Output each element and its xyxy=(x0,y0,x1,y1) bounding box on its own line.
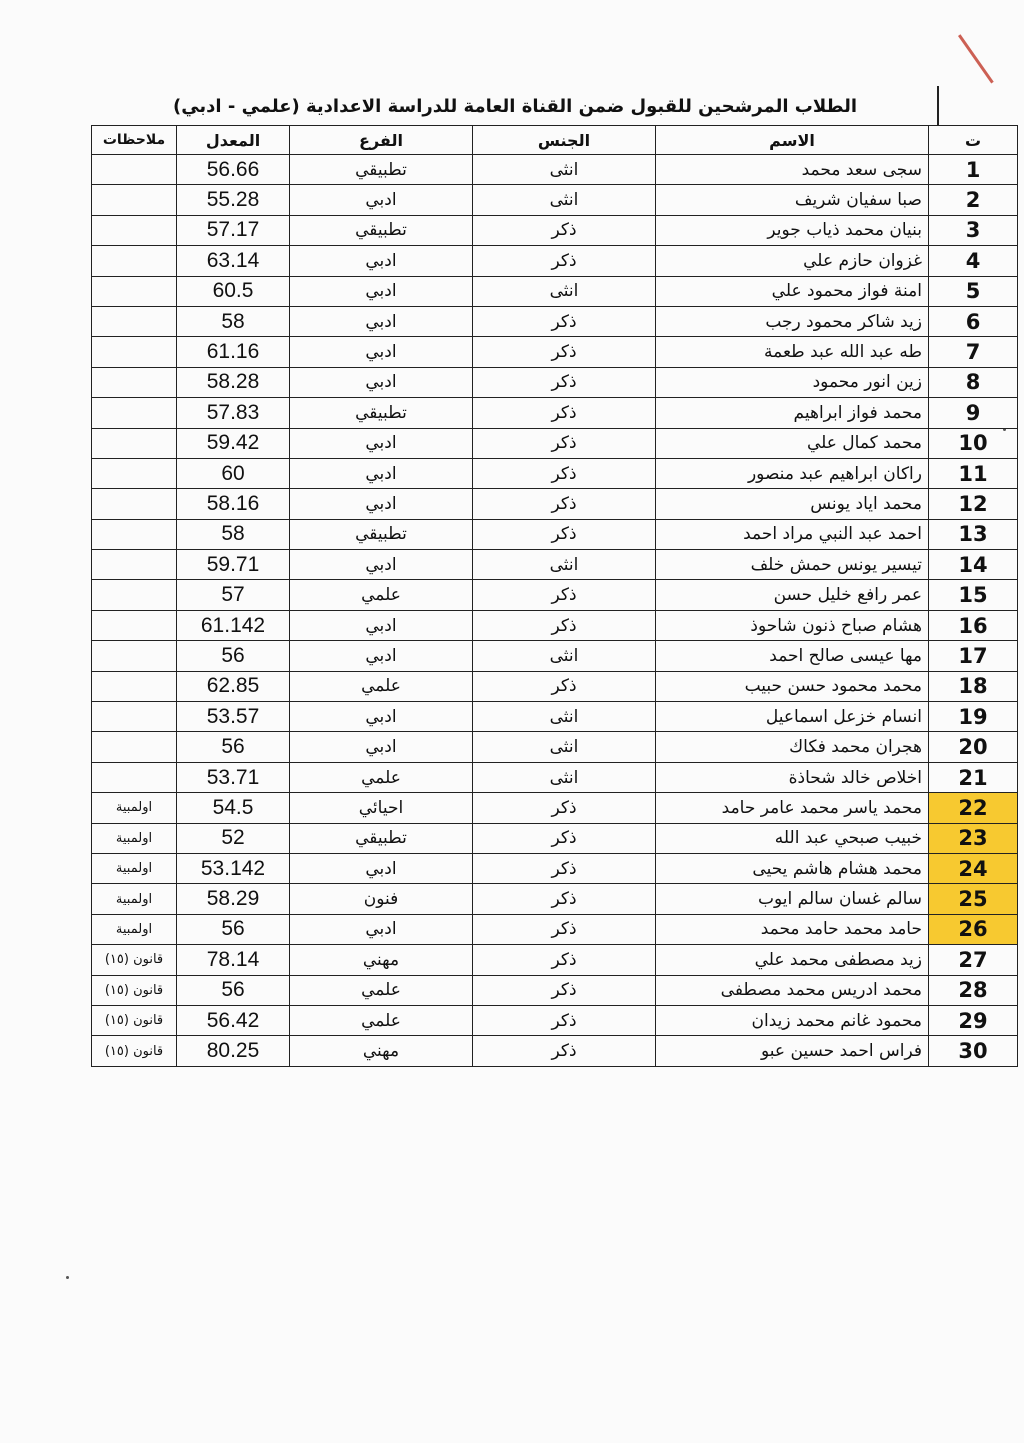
row-average: 53.71 xyxy=(177,762,290,792)
row-average: 57 xyxy=(177,580,290,610)
scan-speck xyxy=(66,1276,69,1279)
row-num: 22 xyxy=(929,793,1018,823)
row-gender: ذكر xyxy=(473,458,656,488)
row-average: 56 xyxy=(177,914,290,944)
row-average: 60.5 xyxy=(177,276,290,306)
row-notes: قانون (١٥) xyxy=(92,1005,177,1035)
row-branch: ادبي xyxy=(290,732,473,762)
row-branch: تطبيقي xyxy=(290,155,473,185)
table-row xyxy=(92,671,1018,701)
row-average: 57.83 xyxy=(177,398,290,428)
row-branch: تطبيقي xyxy=(290,519,473,549)
row-average: 61.142 xyxy=(177,610,290,640)
table-row xyxy=(92,246,1018,276)
row-gender: ذكر xyxy=(473,337,656,367)
row-average: 60 xyxy=(177,458,290,488)
row-num: 4 xyxy=(929,246,1018,276)
row-name: حامد محمد حامد محمد xyxy=(656,914,929,944)
row-gender: ذكر xyxy=(473,610,656,640)
row-name: محمد محمود حسن حبيب xyxy=(656,671,929,701)
row-average: 56.66 xyxy=(177,155,290,185)
row-notes xyxy=(92,367,177,397)
row-average: 59.42 xyxy=(177,428,290,458)
row-num: 14 xyxy=(929,550,1018,580)
table-row xyxy=(92,914,1018,944)
row-name: خبيب صبحي عبد الله xyxy=(656,823,929,853)
row-name: احمد عبد النبي مراد احمد xyxy=(656,519,929,549)
table-row xyxy=(92,215,1018,245)
header-num: ت xyxy=(929,126,1018,155)
row-branch: ادبي xyxy=(290,367,473,397)
row-notes xyxy=(92,489,177,519)
row-notes xyxy=(92,276,177,306)
table-row xyxy=(92,519,1018,549)
row-notes xyxy=(92,185,177,215)
row-branch: ادبي xyxy=(290,550,473,580)
row-average: 78.14 xyxy=(177,945,290,975)
row-num: 7 xyxy=(929,337,1018,367)
row-name: انسام خزعل اسماعيل xyxy=(656,702,929,732)
row-average: 56.42 xyxy=(177,1005,290,1035)
row-name: هجران محمد فكاك xyxy=(656,732,929,762)
row-num: 18 xyxy=(929,671,1018,701)
table-row xyxy=(92,398,1018,428)
row-name: محمود غانم محمد زيدان xyxy=(656,1005,929,1035)
row-branch: مهني xyxy=(290,945,473,975)
row-notes xyxy=(92,732,177,762)
row-notes xyxy=(92,580,177,610)
row-num: 17 xyxy=(929,641,1018,671)
students-table xyxy=(91,125,1018,1067)
row-branch: علمي xyxy=(290,580,473,610)
row-average: 56 xyxy=(177,975,290,1005)
row-notes: اولمبية xyxy=(92,884,177,914)
row-num: 11 xyxy=(929,458,1018,488)
row-gender: انثى xyxy=(473,702,656,732)
row-name: فراس احمد حسين عبو xyxy=(656,1036,929,1066)
row-num: 10 xyxy=(929,428,1018,458)
row-name: محمد ادريس محمد مصطفى xyxy=(656,975,929,1005)
row-average: 53.142 xyxy=(177,853,290,883)
row-notes: قانون (١٥) xyxy=(92,1036,177,1066)
row-average: 58 xyxy=(177,306,290,336)
row-branch: علمي xyxy=(290,1005,473,1035)
row-num: 25 xyxy=(929,884,1018,914)
row-branch: ادبي xyxy=(290,246,473,276)
table-row xyxy=(92,580,1018,610)
row-average: 56 xyxy=(177,641,290,671)
row-branch: ادبي xyxy=(290,337,473,367)
row-branch: ادبي xyxy=(290,610,473,640)
row-notes: اولمبية xyxy=(92,823,177,853)
row-gender: ذكر xyxy=(473,1036,656,1066)
table-row xyxy=(92,428,1018,458)
table-row xyxy=(92,1036,1018,1066)
row-name: محمد هشام هاشم يحيى xyxy=(656,853,929,883)
table-row xyxy=(92,762,1018,792)
row-notes xyxy=(92,306,177,336)
row-branch: ادبي xyxy=(290,853,473,883)
row-num: 23 xyxy=(929,823,1018,853)
row-num: 15 xyxy=(929,580,1018,610)
row-gender: ذكر xyxy=(473,793,656,823)
row-branch: ادبي xyxy=(290,489,473,519)
table-row xyxy=(92,489,1018,519)
row-notes xyxy=(92,398,177,428)
row-average: 55.28 xyxy=(177,185,290,215)
row-branch: مهني xyxy=(290,1036,473,1066)
row-gender: ذكر xyxy=(473,884,656,914)
row-average: 56 xyxy=(177,732,290,762)
table-row xyxy=(92,853,1018,883)
row-notes xyxy=(92,155,177,185)
row-branch: احيائي xyxy=(290,793,473,823)
table-row xyxy=(92,945,1018,975)
row-gender: ذكر xyxy=(473,519,656,549)
row-num: 19 xyxy=(929,702,1018,732)
row-gender: ذكر xyxy=(473,306,656,336)
row-name: غزوان حازم علي xyxy=(656,246,929,276)
row-gender: انثى xyxy=(473,276,656,306)
row-branch: تطبيقي xyxy=(290,823,473,853)
row-notes xyxy=(92,671,177,701)
row-branch: ادبي xyxy=(290,914,473,944)
row-average: 58 xyxy=(177,519,290,549)
row-name: محمد اياد يونس xyxy=(656,489,929,519)
row-notes xyxy=(92,458,177,488)
row-branch: فنون xyxy=(290,884,473,914)
row-gender: انثى xyxy=(473,185,656,215)
row-num: 29 xyxy=(929,1005,1018,1035)
row-num: 1 xyxy=(929,155,1018,185)
row-name: عمر رافع خليل حسن xyxy=(656,580,929,610)
row-branch: علمي xyxy=(290,975,473,1005)
row-name: محمد كمال علي xyxy=(656,428,929,458)
row-average: 58.16 xyxy=(177,489,290,519)
row-num: 3 xyxy=(929,215,1018,245)
table-row xyxy=(92,367,1018,397)
row-num: 9 xyxy=(929,398,1018,428)
row-notes: اولمبية xyxy=(92,793,177,823)
row-gender: ذكر xyxy=(473,914,656,944)
row-gender: انثى xyxy=(473,155,656,185)
row-num: 5 xyxy=(929,276,1018,306)
red-pen-mark xyxy=(958,34,994,83)
row-branch: علمي xyxy=(290,762,473,792)
table-row xyxy=(92,276,1018,306)
row-gender: ذكر xyxy=(473,823,656,853)
row-notes xyxy=(92,762,177,792)
row-average: 57.17 xyxy=(177,215,290,245)
row-num: 8 xyxy=(929,367,1018,397)
row-notes xyxy=(92,215,177,245)
row-branch: ادبي xyxy=(290,458,473,488)
header-branch: الفرع xyxy=(290,126,473,155)
table-row xyxy=(92,185,1018,215)
header-average: المعدل xyxy=(177,126,290,155)
row-gender: ذكر xyxy=(473,489,656,519)
table-row xyxy=(92,550,1018,580)
row-branch: ادبي xyxy=(290,702,473,732)
table-row xyxy=(92,306,1018,336)
row-gender: ذكر xyxy=(473,945,656,975)
row-gender: ذكر xyxy=(473,428,656,458)
row-average: 53.57 xyxy=(177,702,290,732)
row-branch: تطبيقي xyxy=(290,398,473,428)
row-average: 63.14 xyxy=(177,246,290,276)
header-notes: ملاحظات xyxy=(92,126,177,155)
row-notes: اولمبية xyxy=(92,914,177,944)
row-gender: ذكر xyxy=(473,367,656,397)
row-average: 52 xyxy=(177,823,290,853)
row-notes xyxy=(92,641,177,671)
row-gender: ذكر xyxy=(473,215,656,245)
row-num: 6 xyxy=(929,306,1018,336)
title-bar xyxy=(92,86,938,126)
row-gender: ذكر xyxy=(473,246,656,276)
row-name: سالم غسان سالم ايوب xyxy=(656,884,929,914)
row-branch: ادبي xyxy=(290,276,473,306)
row-num: 13 xyxy=(929,519,1018,549)
row-name: امنة فواز محمود علي xyxy=(656,276,929,306)
row-branch: ادبي xyxy=(290,428,473,458)
table-row xyxy=(92,155,1018,185)
table-row xyxy=(92,337,1018,367)
row-name: زيد شاكر محمود رجب xyxy=(656,306,929,336)
row-average: 61.16 xyxy=(177,337,290,367)
row-gender: انثى xyxy=(473,550,656,580)
table-row xyxy=(92,732,1018,762)
row-num: 24 xyxy=(929,853,1018,883)
row-name: مها عيسى صالح احمد xyxy=(656,641,929,671)
row-average: 54.5 xyxy=(177,793,290,823)
table-row xyxy=(92,884,1018,914)
row-gender: انثى xyxy=(473,732,656,762)
row-branch: ادبي xyxy=(290,306,473,336)
row-num: 28 xyxy=(929,975,1018,1005)
row-notes xyxy=(92,519,177,549)
header-gender: الجنس xyxy=(473,126,656,155)
row-gender: انثى xyxy=(473,762,656,792)
row-average: 80.25 xyxy=(177,1036,290,1066)
row-notes: قانون (١٥) xyxy=(92,945,177,975)
table-row xyxy=(92,641,1018,671)
title-border xyxy=(937,86,939,126)
row-num: 20 xyxy=(929,732,1018,762)
row-name: بنيان محمد ذياب جوير xyxy=(656,215,929,245)
row-gender: ذكر xyxy=(473,671,656,701)
row-name: زين انور محمود xyxy=(656,367,929,397)
row-notes xyxy=(92,337,177,367)
table-header-row xyxy=(92,126,1018,155)
table-row xyxy=(92,793,1018,823)
row-notes xyxy=(92,610,177,640)
table-row xyxy=(92,975,1018,1005)
row-branch: علمي xyxy=(290,671,473,701)
row-notes: قانون (١٥) xyxy=(92,975,177,1005)
row-notes xyxy=(92,702,177,732)
header-name: الاسم xyxy=(656,126,929,155)
row-average: 58.29 xyxy=(177,884,290,914)
row-num: 12 xyxy=(929,489,1018,519)
table-row xyxy=(92,1005,1018,1035)
row-average: 58.28 xyxy=(177,367,290,397)
table-row xyxy=(92,458,1018,488)
row-num: 30 xyxy=(929,1036,1018,1066)
row-name: طه عبد الله عبد طعمة xyxy=(656,337,929,367)
row-branch: ادبي xyxy=(290,641,473,671)
row-branch: ادبي xyxy=(290,185,473,215)
row-gender: ذكر xyxy=(473,853,656,883)
row-name: محمد فواز ابراهيم xyxy=(656,398,929,428)
table-row xyxy=(92,610,1018,640)
row-notes xyxy=(92,428,177,458)
row-name: محمد ياسر محمد عامر حامد xyxy=(656,793,929,823)
row-average: 59.71 xyxy=(177,550,290,580)
row-name: هشام صباح ذنون شاحوذ xyxy=(656,610,929,640)
row-name: تيسير يونس حمش خلف xyxy=(656,550,929,580)
row-notes: اولمبية xyxy=(92,853,177,883)
row-notes xyxy=(92,246,177,276)
row-num: 2 xyxy=(929,185,1018,215)
row-name: صبا سفيان شريف xyxy=(656,185,929,215)
row-num: 27 xyxy=(929,945,1018,975)
row-name: سجى سعد محمد xyxy=(656,155,929,185)
row-gender: ذكر xyxy=(473,580,656,610)
table-row xyxy=(92,702,1018,732)
row-gender: ذكر xyxy=(473,975,656,1005)
row-name: زيد مصطفى محمد علي xyxy=(656,945,929,975)
table-row xyxy=(92,823,1018,853)
row-num: 16 xyxy=(929,610,1018,640)
row-num: 21 xyxy=(929,762,1018,792)
row-branch: تطبيقي xyxy=(290,215,473,245)
row-average: 62.85 xyxy=(177,671,290,701)
page-title: الطلاب المرشحين للقبول ضمن القناة العامة للدراسة الاعدادية (علمي - ادبي) xyxy=(172,95,858,117)
row-gender: انثى xyxy=(473,641,656,671)
row-gender: ذكر xyxy=(473,398,656,428)
row-notes xyxy=(92,550,177,580)
row-name: اخلاص خالد شحاذة xyxy=(656,762,929,792)
row-name: راكان ابراهيم عبد منصور xyxy=(656,458,929,488)
row-gender: ذكر xyxy=(473,1005,656,1035)
row-num: 26 xyxy=(929,914,1018,944)
